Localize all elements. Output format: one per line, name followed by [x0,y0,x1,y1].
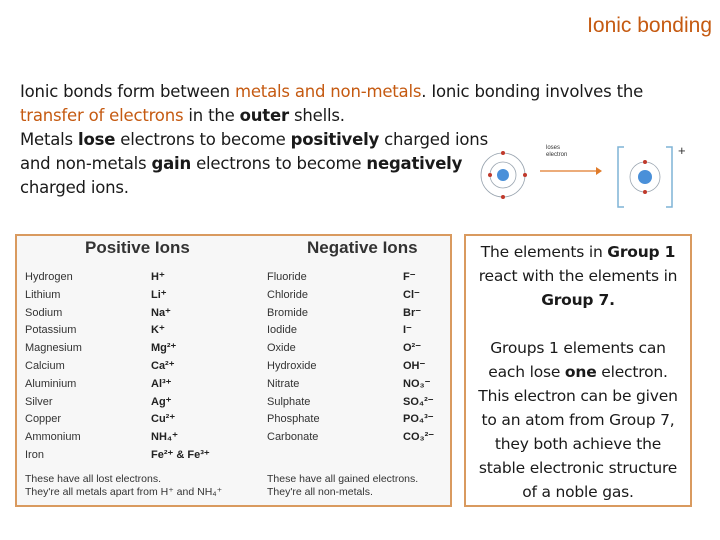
negative-ion-name: Nitrate [267,377,300,390]
positive-ion-name: Silver [25,395,53,408]
group-info-text: Groups 1 elements can each lose [488,339,666,381]
negative-ion-name: Hydroxide [267,360,317,372]
bracket-left [618,147,624,207]
intro-text-segment: Metals [20,130,78,149]
negative-ion-symbol: Br⁻ [403,306,422,319]
group-info-text: The elements in [480,243,608,261]
diagram-label: electron [546,152,568,158]
negative-ion-symbol: O²⁻ [403,342,422,355]
electron [523,173,527,177]
negative-ions-header: Negative Ions [307,238,418,257]
positive-ion-name: Aluminium [25,377,77,390]
positive-ion-symbol: Ag⁺ [151,395,172,408]
positive-ion-name: Copper [25,413,62,426]
group-info-box [464,234,692,507]
positive-ion-symbol: Ca²⁺ [151,360,175,372]
group-info-paragraph [472,240,684,312]
intro-text-segment: Ionic bonds form between [20,82,235,101]
group-info-text: react with the elements in [478,267,678,285]
positive-ion-name: Lithium [25,288,61,301]
negative-ion-symbol: OH⁻ [403,360,426,372]
positive-ion-symbol: Li⁺ [151,288,167,301]
negative-ion-name: Phosphate [267,413,320,426]
positive-ion-name: Iron [25,449,44,461]
intro-text-segment: in the [183,106,240,125]
negative-ion-name: Oxide [267,342,296,355]
negative-ion-name: Fluoride [267,271,307,283]
negative-ion-symbol: CO₃²⁻ [403,431,435,444]
intro-bold: gain [151,154,192,173]
slide-title: Ionic bonding [587,14,712,37]
arrow-head [596,167,602,175]
positive-ion-symbol: Al³⁺ [151,377,172,390]
negative-ion-name: Chloride [267,288,308,301]
positive-ion-symbol: K⁺ [151,324,165,337]
positive-ion-name: Potassium [25,324,77,337]
positive-ion-name: Hydrogen [25,271,73,283]
negative-ion-name: Carbonate [267,431,319,444]
atom-nucleus [497,169,509,181]
intro-text-segment: charged ions. [20,178,129,197]
positive-ion-symbol: Na⁺ [151,306,171,319]
intro-bold: negatively [366,154,463,173]
intro-text-segment: and non-metals [20,154,152,173]
positive-ion-name: Ammonium [25,431,81,444]
positive-ion-name: Sodium [25,306,63,319]
ionic-bond-diagram [478,135,698,215]
bracket-right [666,147,672,207]
group-info-paragraph [472,336,684,504]
negative-note: These have all gained electrons. [267,473,419,485]
intro-highlight: metals and non-metals [234,82,422,101]
positive-ion-symbol: NH₄⁺ [151,431,178,444]
positive-ion-symbol: H⁺ [151,271,165,283]
positive-ion-symbol: Fe²⁺ & Fe³⁺ [151,449,210,461]
positive-ion-symbol: Cu²⁺ [151,413,176,426]
ion-charge: + [678,143,686,158]
group-info-bold: one [564,363,597,381]
negative-ion-symbol: F⁻ [403,271,416,283]
negative-ion-symbol: Cl⁻ [403,288,420,301]
negative-ion-symbol: I⁻ [403,324,412,337]
group-info-bold: Group 7. [541,291,615,309]
intro-text-segment: electrons to become [191,154,367,173]
intro-text-segment: electrons to become [115,130,291,149]
ions-table [15,234,452,507]
group-info-text: electron. This electron can be given to an atom from Group 7, they both achieve the stable electronic structure of a noble gas. [478,363,678,501]
intro-bold: positively [290,130,380,149]
positive-note: They're all metals apart from H⁺ and NH₄⁺ [25,486,223,498]
ion-nucleus [638,170,652,184]
diagram-label: loses [546,145,561,151]
negative-ion-name: Iodide [267,324,297,337]
electron [643,160,647,164]
positive-ion-name: Magnesium [25,342,82,355]
group-info-bold: Group 1 [607,243,676,261]
negative-note: They're all non-metals. [267,486,373,498]
positive-ion-symbol: Mg²⁺ [151,342,177,355]
negative-ion-symbol: PO₄³⁻ [403,413,434,426]
positive-ion-name: Calcium [25,360,65,372]
electron [501,151,505,155]
electron [643,190,647,194]
intro-text-segment: shells. [288,106,345,125]
positive-note: These have all lost electrons. [25,473,161,485]
electron [501,195,505,199]
intro-bold: outer [239,106,289,125]
intro-text-segment: charged ions [379,130,488,149]
negative-ion-symbol: NO₃⁻ [403,377,431,390]
negative-ion-symbol: SO₄²⁻ [403,395,434,408]
intro-text-segment: . Ionic bonding involves the [421,82,644,101]
negative-ion-name: Sulphate [267,395,311,408]
electron [488,173,492,177]
intro-highlight: transfer of electrons [20,106,184,125]
intro-bold: lose [78,130,116,149]
negative-ion-name: Bromide [267,306,308,319]
positive-ions-header: Positive Ions [85,238,190,257]
